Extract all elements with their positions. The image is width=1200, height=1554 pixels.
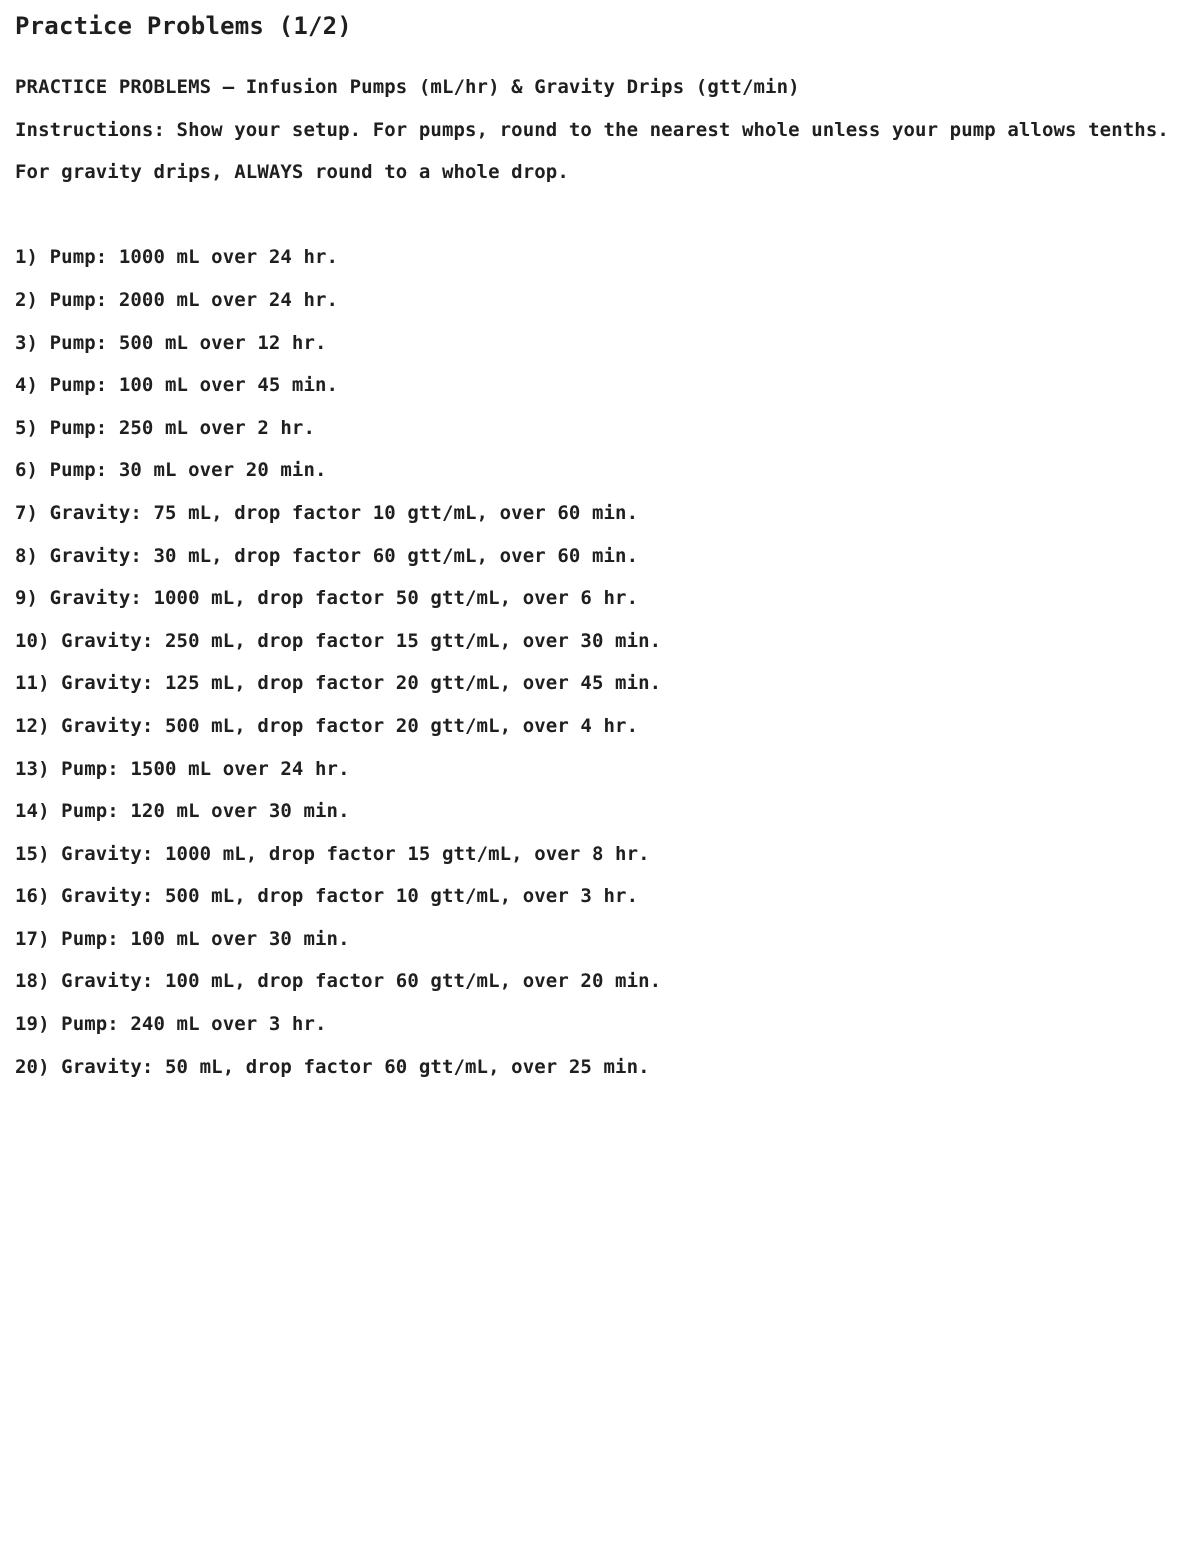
problem-item: 18) Gravity: 100 mL, drop factor 60 gtt/mL, over 20 min. [15,970,662,993]
problem-item: 10) Gravity: 250 mL, drop factor 15 gtt/mL, over 30 min. [15,629,662,652]
problem-list [15,236,1190,1088]
problem-item: 12) Gravity: 500 mL, drop factor 20 gtt/mL, over 4 hr. [15,714,639,737]
gravity-rounding-note: For gravity drips, ALWAYS round to a whole drop. [15,161,569,184]
problem-item: 7) Gravity: 75 mL, drop factor 10 gtt/mL, over 60 min. [15,501,639,524]
problem-item: 9) Gravity: 1000 mL, drop factor 50 gtt/mL, over 6 hr. [15,587,639,610]
problem-item: 4) Pump: 100 mL over 45 min. [15,374,339,397]
problem-item: 1) Pump: 1000 mL over 24 hr. [15,246,339,269]
problem-item: 2) Pump: 2000 mL over 24 hr. [15,288,339,311]
problem-item: 11) Gravity: 125 mL, drop factor 20 gtt/mL, over 45 min. [15,672,662,695]
problem-item: 8) Gravity: 30 mL, drop factor 60 gtt/mL, over 60 min. [15,544,639,567]
problem-item: 15) Gravity: 1000 mL, drop factor 15 gtt/mL, over 8 hr. [15,842,650,865]
problem-item: 17) Pump: 100 mL over 30 min. [15,927,350,950]
document-page [15,8,1190,1088]
blank-line [15,194,1190,237]
problem-item: 16) Gravity: 500 mL, drop factor 10 gtt/mL, over 3 hr. [15,885,639,908]
problem-item: 3) Pump: 500 mL over 12 hr. [15,331,327,354]
instructions-text: Instructions: Show your setup. For pumps, round to the nearest whole unless your pump allows tenths. [15,118,1169,141]
problem-item: 6) Pump: 30 mL over 20 min. [15,459,327,482]
problem-item: 14) Pump: 120 mL over 30 min. [15,800,350,823]
document-heading: PRACTICE PROBLEMS — Infusion Pumps (mL/hr) & Gravity Drips (gtt/min) [15,76,800,98]
problem-item: 5) Pump: 250 mL over 2 hr. [15,416,316,439]
page-title: Practice Problems (1/2) [15,12,352,40]
problem-item: 19) Pump: 240 mL over 3 hr. [15,1013,327,1036]
problem-item: 13) Pump: 1500 mL over 24 hr. [15,757,350,780]
problem-item: 20) Gravity: 50 mL, drop factor 60 gtt/mL, over 25 min. [15,1055,650,1078]
